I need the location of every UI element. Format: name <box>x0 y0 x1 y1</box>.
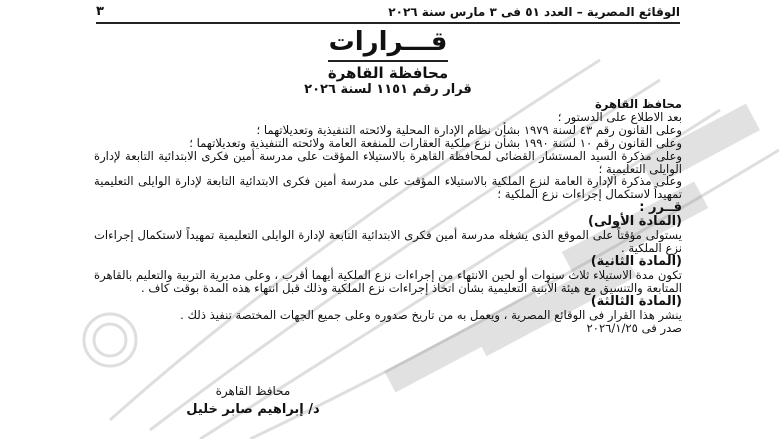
preamble-3: وعلى القانون رقم ١٠ لسنة ١٩٩٠ بشأن نزع ملكية العقارات للمنفعة العامة ولائحته التنفيذية وتعديلاتهما ؛ <box>189 135 682 150</box>
article-3-text: ينشر هذا القرار فى الوقائع المصرية ، ويعمل به من تاريخ صدوره وعلى جميع الجهات المختصة تنفيذ ذلك . <box>180 307 682 322</box>
preamble-4: وعلى مذكرة السيد المستشار القضائى لمحافظة القاهرة بالاستيلاء المؤقت على مدرسة أمين فكرى الابتدائية التابعة لإدارة الوايلى التعليمية ؛ <box>94 148 682 176</box>
decree-number: قرار رقم ١١٥١ لسنة ٢٠٢٦ <box>304 82 472 97</box>
article-2-text: تكون مدة الاستيلاء ثلاث سنوات أو لحين الانتهاء من إجراءات نزع الملكية أيهما أقرب ، وعلى مديرية التربية والتعليم بالقاهرة المتابعة والتنسيق مع هيئة الأبنية التعليمية بشأن اتخاذ إجراءات نزع الملكية وذلك قبل انتهاء هذه المدة بوقت كاف . <box>94 268 682 295</box>
signature-title: محافظ القاهرة <box>215 384 291 398</box>
article-3-heading: (المادة الثالثة) <box>590 293 682 309</box>
page-number: ٣ <box>96 4 104 19</box>
running-header <box>96 4 680 24</box>
decree-body <box>94 98 682 335</box>
gazette-page <box>88 0 688 439</box>
preamble-1: بعد الاطلاع على الدستور ؛ <box>557 109 682 124</box>
article-1-heading: (المادة الأولى) <box>588 214 682 230</box>
article-1-text: يستولى مؤقتاً على الموقع الذى يشغله مدرسة أمين فكرى الابتدائية التابعة لإدارة الوايلى التعليمية تمهيداً لاستكمال إجراءات نزع الملكية . <box>94 228 682 256</box>
preamble-5: وعلى مذكرة الإدارة العامة لنزع الملكية بالاستيلاء المؤقت على مدرسة أمين فكرى الابتدائية التابعة لإدارة الوايلى التعليمية تمهيداً لاستكمال إجراءات نزع الملكية ؛ <box>94 174 682 202</box>
signature-name: د/ إبراهيم صابر خليل <box>186 402 320 417</box>
article-2-heading: (المادة الثانية) <box>590 254 682 270</box>
decides-heading: قــرر : <box>639 200 682 216</box>
title-underline <box>328 60 448 62</box>
section-title: قـــرارات <box>328 27 448 57</box>
issue-date: صدر فى ٢٠٢٦/١/٢٥ <box>586 320 682 335</box>
preamble-2: وعلى القانون رقم ٤٣ لسنة ١٩٧٩ بشأن نظام الإدارة المحلية ولائحته التنفيذية وتعديلاتهما ؛ <box>256 122 682 137</box>
authority-title: محافظة القاهرة <box>327 64 449 82</box>
issuer-line: محافظ القاهرة <box>594 97 682 111</box>
header-text: الوقائع المصرية – العدد ٥١ فى ٣ مارس سنة ٢٠٢٦ <box>388 5 680 19</box>
